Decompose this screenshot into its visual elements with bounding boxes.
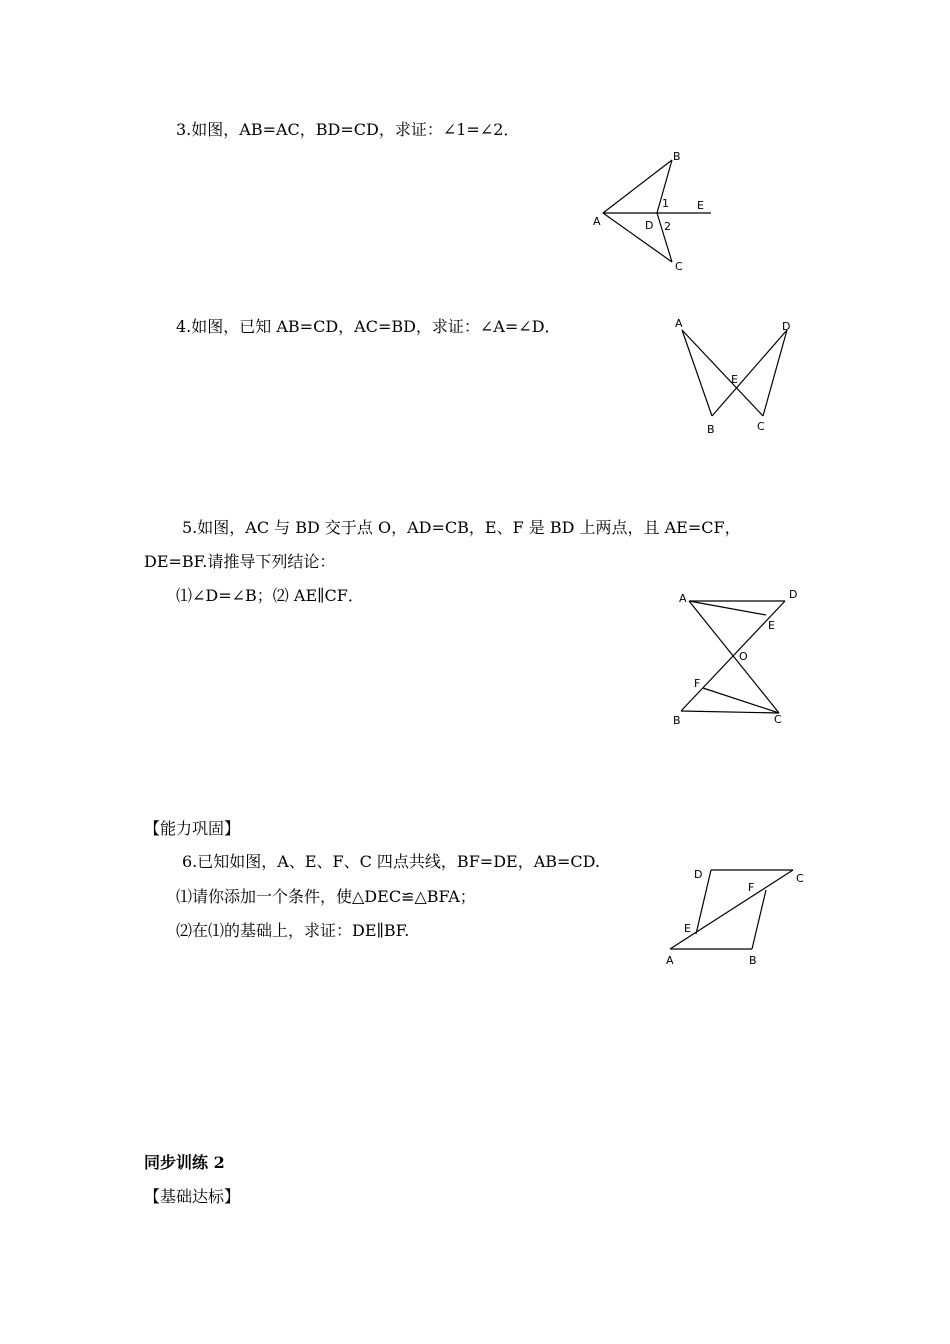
label-b: B <box>673 714 681 727</box>
label-e: E <box>697 199 704 212</box>
label-e: E <box>731 373 738 386</box>
label-a: A <box>679 592 687 605</box>
label-1: 1 <box>662 197 669 210</box>
segment-bc <box>681 711 779 713</box>
label-a: A <box>675 317 683 330</box>
label-c: C <box>757 420 765 433</box>
segment-ac <box>670 870 793 949</box>
section-basic-heading: 【基础达标】 <box>144 1187 241 1206</box>
label-d: D <box>645 219 654 232</box>
problem-4-text: 4.如图，已知 AB=CD，AC=BD，求证：∠A=∠D． <box>176 317 561 336</box>
label-f: F <box>748 881 755 894</box>
segment-bf <box>752 890 766 949</box>
problem-3-figure <box>585 145 725 280</box>
problem-6-line-3: ⑵在⑴的基础上，求证：DE∥BF. <box>176 921 410 940</box>
label-d: D <box>694 868 703 881</box>
label-c: C <box>675 260 683 273</box>
problem-5-line-2: DE=BF.请推导下列结论： <box>144 552 336 571</box>
label-a: A <box>593 215 601 228</box>
segment-cf <box>703 688 779 713</box>
problem-6-line-1: 6.已知如图，A、E、F、C 四点共线，BF=DE，AB=CD. <box>182 852 601 871</box>
segment-ac <box>689 601 779 713</box>
segment-ae <box>689 601 766 615</box>
section-sync-training-title: 同步训练 2 <box>144 1153 225 1172</box>
label-d: D <box>789 588 798 601</box>
label-e: E <box>768 619 775 632</box>
label-o: O <box>739 650 748 663</box>
label-d: D <box>782 320 791 333</box>
problem-3-text: 3.如图，AB=AC，BD=CD，求证：∠1=∠2． <box>176 120 520 139</box>
label-c: C <box>774 713 782 726</box>
label-2: 2 <box>664 220 671 233</box>
problem-6-figure <box>660 858 810 973</box>
problem-5-line-3: ⑴∠D=∠B；⑵ AE∥CF． <box>176 586 364 605</box>
segment-bd <box>681 601 785 711</box>
section-ability-heading: 【能力巩固】 <box>144 819 241 838</box>
label-a: A <box>666 954 674 967</box>
problem-5-line-1: 5.如图，AC 与 BD 交于点 O，AD=CB，E、F 是 BD 上两点，且 AE=CF， <box>182 518 741 537</box>
segment-ab <box>682 330 712 416</box>
label-b: B <box>707 423 715 436</box>
label-c: C <box>796 872 804 885</box>
problem-4-figure <box>668 310 803 440</box>
problem-5-figure <box>670 585 810 735</box>
problem-6-line-2: ⑴请你添加一个条件，使△DEC≌△BFA； <box>176 887 476 906</box>
label-b: B <box>749 954 757 967</box>
label-e: E <box>684 922 691 935</box>
label-f: F <box>694 677 701 690</box>
label-b: B <box>673 150 681 163</box>
segment-ac <box>603 213 672 262</box>
